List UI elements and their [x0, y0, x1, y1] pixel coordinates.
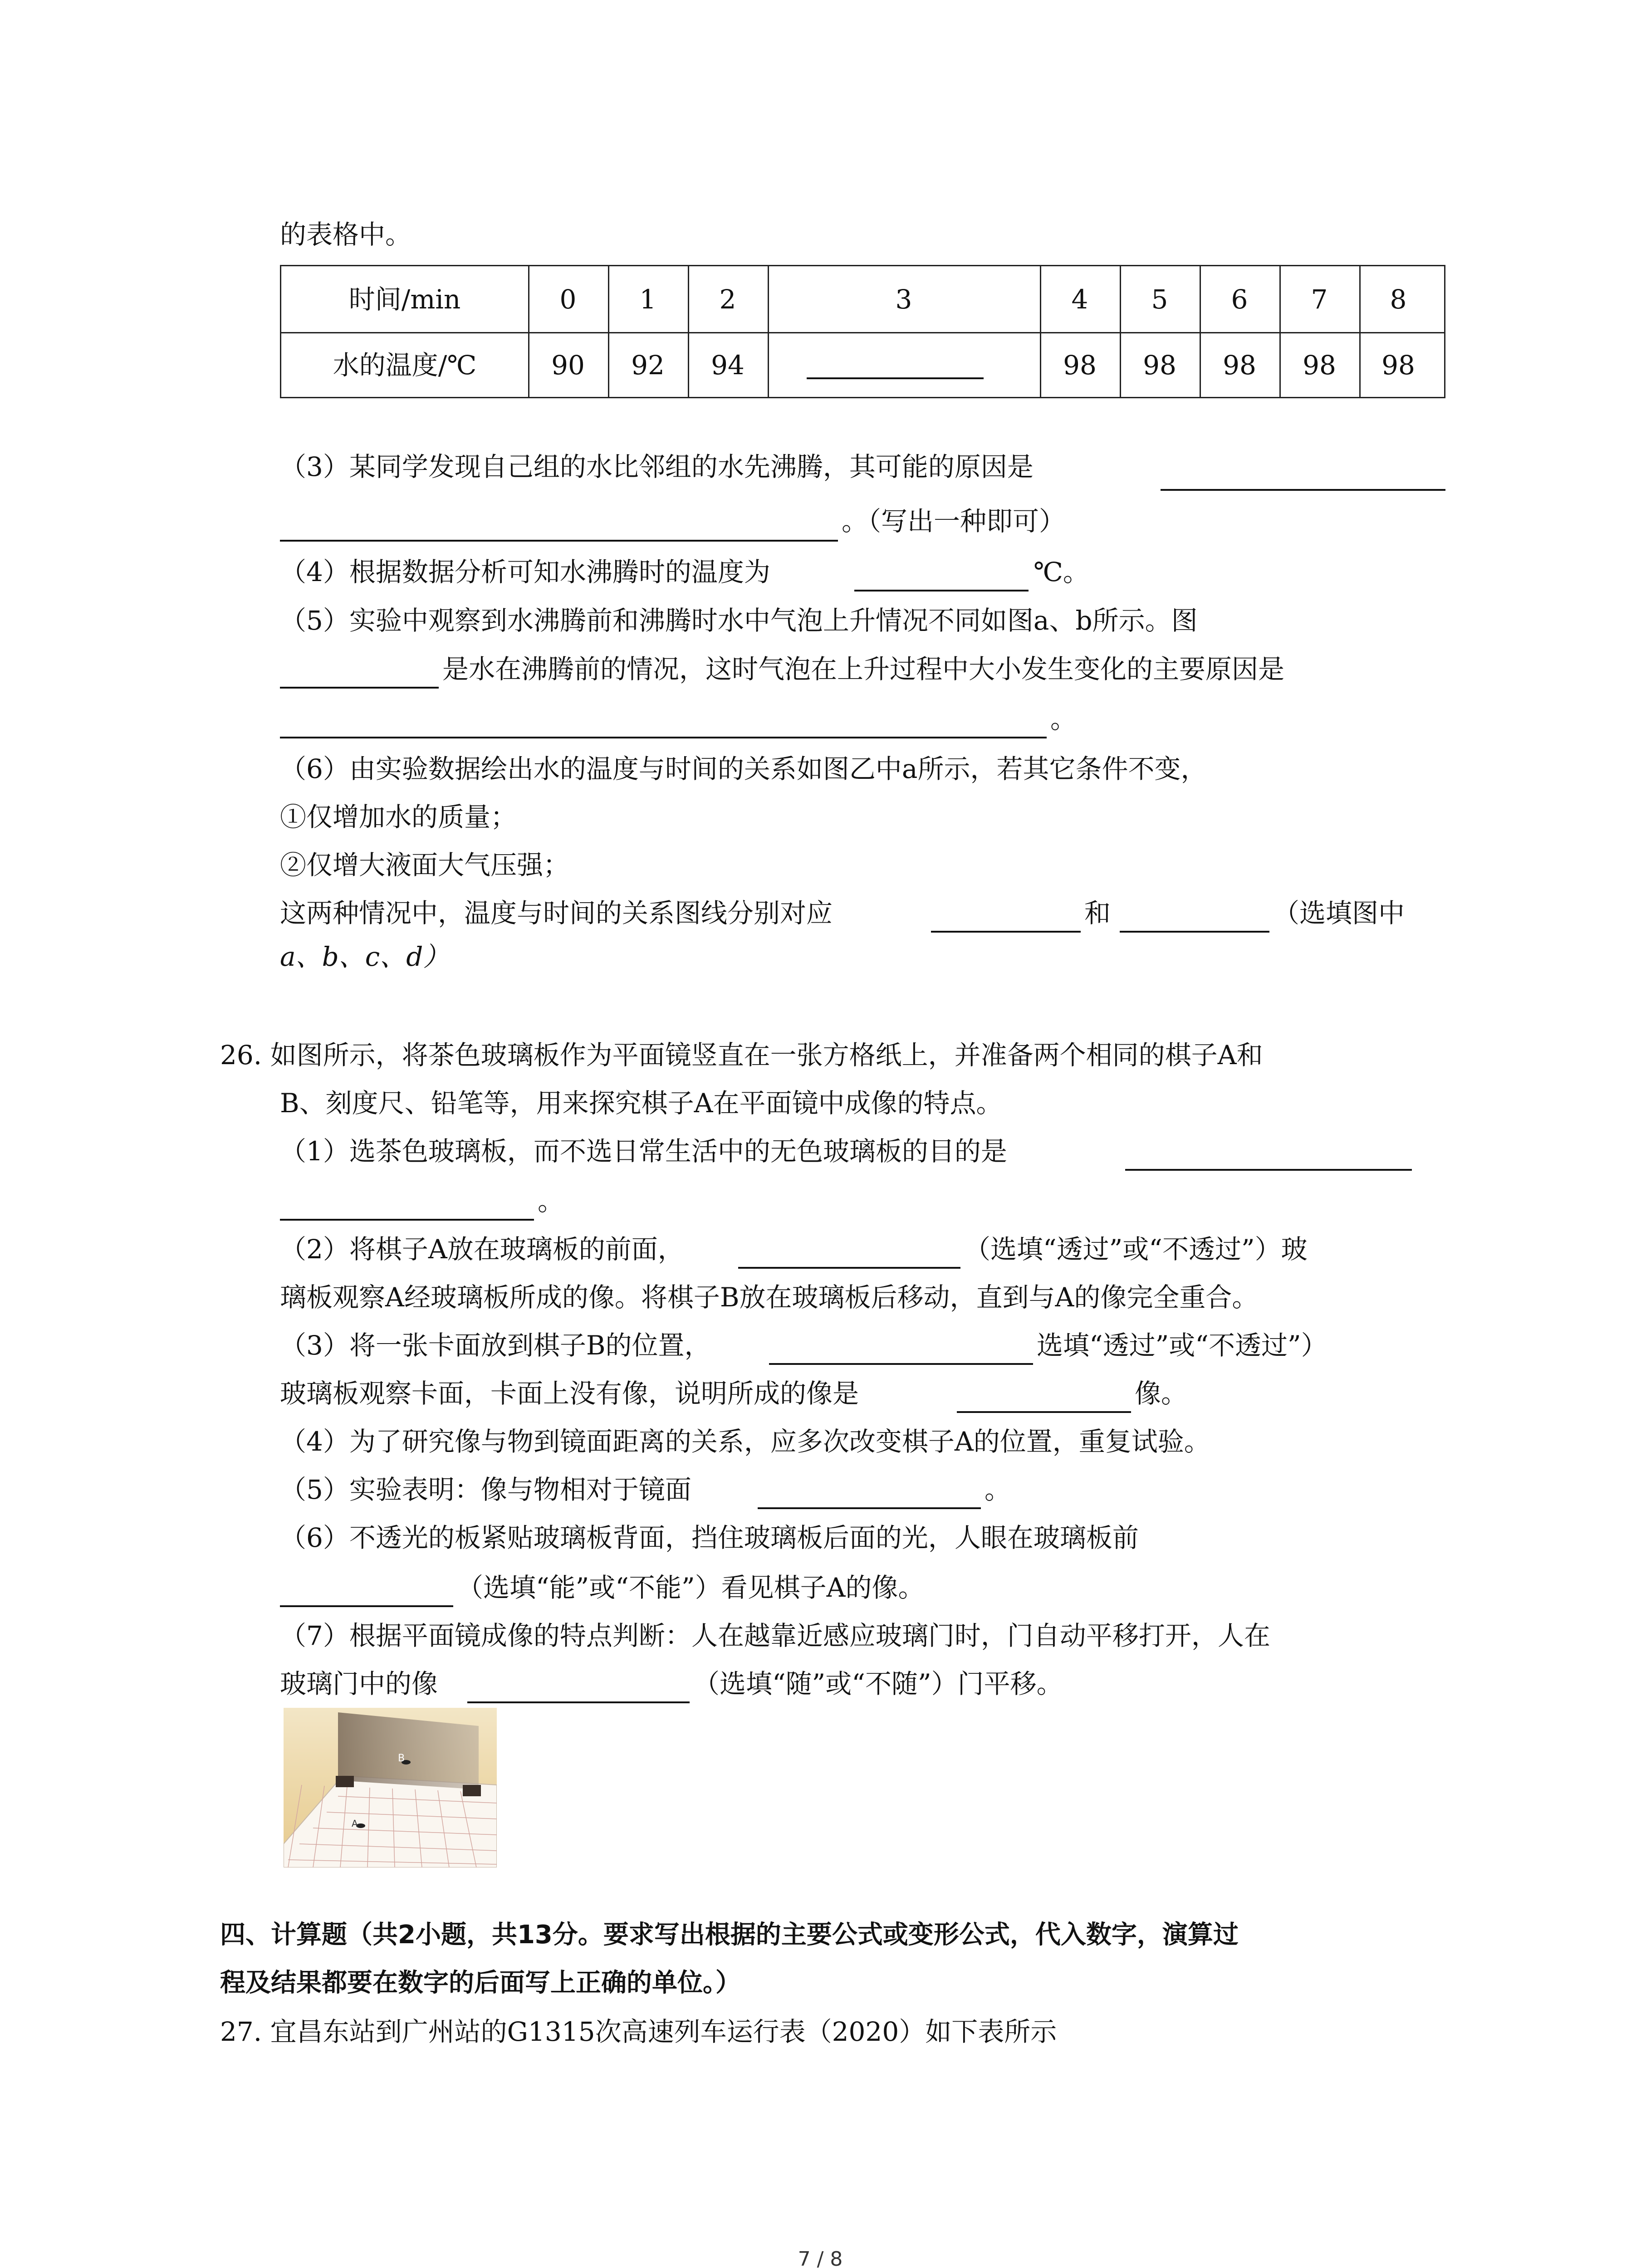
question-26-3a: （3）将一张卡面放到棋子B的位置，	[280, 1330, 711, 1361]
question-6-line2: ①仅增加水的质量；	[280, 802, 517, 832]
table-cell: 7	[1311, 284, 1328, 315]
question-5-line2: 是水在沸腾前的情况，这时气泡在上升过程中大小发生变化的主要原因是	[442, 654, 1285, 684]
question-26-6b: （选填“能”或“不能”）看见棋子A的像。	[457, 1572, 925, 1603]
answer-blank[interactable]	[280, 687, 439, 689]
question-3-line2: 。（写出一种即可）	[842, 506, 1066, 537]
question-26-4: （4）为了研究像与物到镜面距离的关系，应多次改变棋子A的位置，重复试验。	[280, 1426, 1210, 1457]
question-6-line5: a、b、c、d）	[280, 941, 450, 972]
question-4: （4）根据数据分析可知水沸腾时的温度为	[280, 557, 770, 587]
table-header-time: 时间/min	[348, 284, 461, 315]
answer-blank[interactable]	[280, 737, 1047, 738]
answer-blank[interactable]	[280, 1219, 534, 1221]
table-cell: 90	[551, 350, 585, 381]
table-cell: 2	[719, 284, 736, 315]
answer-blank[interactable]	[931, 931, 1081, 933]
mirror-experiment-figure	[284, 1708, 497, 1867]
answer-blank[interactable]	[854, 590, 1029, 591]
question-26-7a: （7）根据平面镜成像的特点判断：人在越靠近感应玻璃门时，门自动平移打开，人在	[280, 1620, 1270, 1651]
question-6-line1: （6）由实验数据绘出水的温度与时间的关系如图乙中a所示，若其它条件不变，	[280, 753, 1207, 784]
table-cell: 8	[1390, 284, 1407, 315]
answer-blank[interactable]	[280, 540, 838, 542]
answer-blank[interactable]	[957, 1411, 1131, 1413]
piece-b-label: B	[398, 1753, 405, 1764]
question-6-line3: ②仅增大液面大气压强；	[280, 850, 570, 880]
table-cell: 92	[631, 350, 665, 381]
question-26-3b: 玻璃板观察卡面，卡面上没有像，说明所成的像是	[280, 1378, 859, 1409]
question-26-7b: 玻璃门中的像	[280, 1668, 438, 1699]
text-line: 的表格中。	[280, 219, 412, 250]
answer-blank[interactable]	[758, 1507, 981, 1509]
table-cell: 5	[1151, 284, 1168, 315]
table-cell: 98	[1381, 350, 1415, 381]
section-4-heading-line2: 程及结果都要在数字的后面写上正确的单位。）	[220, 1968, 741, 1998]
table-cell: 98	[1143, 350, 1176, 381]
table-cell: 3	[895, 284, 912, 315]
question-26-2a: （2）将棋子A放在玻璃板的前面，	[280, 1234, 684, 1265]
answer-blank[interactable]	[1161, 489, 1445, 491]
table-cell: 94	[711, 350, 745, 381]
answer-blank[interactable]	[1120, 931, 1269, 933]
answer-blank[interactable]	[1125, 1169, 1412, 1171]
piece-a-label: A	[352, 1818, 358, 1829]
answer-blank[interactable]	[769, 1363, 1033, 1365]
answer-blank[interactable]	[280, 1605, 453, 1607]
question-26-1: （1）选茶色玻璃板，而不选日常生活中的无色玻璃板的目的是	[280, 1136, 1007, 1167]
table-cell: 6	[1231, 284, 1248, 315]
answer-blank[interactable]	[738, 1267, 960, 1269]
question-26-intro1: 26. 如图所示，将茶色玻璃板作为平面镜竖直在一张方格纸上，并准备两个相同的棋子A和	[220, 1040, 1263, 1070]
table-cell: 98	[1063, 350, 1097, 381]
question-26-2b: 璃板观察A经玻璃板所成的像。将棋子B放在玻璃板后移动，直到与A的像完全重合。	[280, 1282, 1259, 1313]
question-26-6a: （6）不透光的板紧贴玻璃板背面，挡住玻璃板后面的光，人眼在玻璃板前	[280, 1522, 1139, 1553]
table-header-temp: 水的温度/℃	[333, 350, 477, 381]
question-6-line4: 这两种情况中，温度与时间的关系图线分别对应	[280, 898, 833, 929]
question-27: 27. 宜昌东站到广州站的G1315次高速列车运行表（2020）如下表所示	[220, 2016, 1057, 2047]
answer-blank[interactable]	[807, 377, 984, 379]
page-number: 7 / 8	[798, 2248, 843, 2268]
table-cell: 4	[1071, 284, 1088, 315]
table-cell: 0	[559, 284, 577, 315]
question-26-intro2: B、刻度尺、铅笔等，用来探究棋子A在平面镜中成像的特点。	[280, 1088, 1003, 1119]
table-cell: 1	[639, 284, 656, 315]
table-cell: 98	[1303, 350, 1336, 381]
section-4-heading-line1: 四、计算题（共2小题，共13分。要求写出根据的主要公式或变形公式，代入数字，演算过	[220, 1920, 1239, 1950]
answer-blank[interactable]	[467, 1701, 690, 1703]
question-5-line1: （5）实验中观察到水沸腾前和沸腾时水中气泡上升情况不同如图a、b所示。图	[280, 605, 1198, 636]
data-table	[280, 265, 1445, 398]
question-3-line1: （3）某同学发现自己组的水比邻组的水先沸腾，其可能的原因是	[280, 451, 1034, 482]
question-26-5: （5）实验表明：像与物相对于镜面	[280, 1474, 691, 1505]
table-cell: 98	[1223, 350, 1256, 381]
